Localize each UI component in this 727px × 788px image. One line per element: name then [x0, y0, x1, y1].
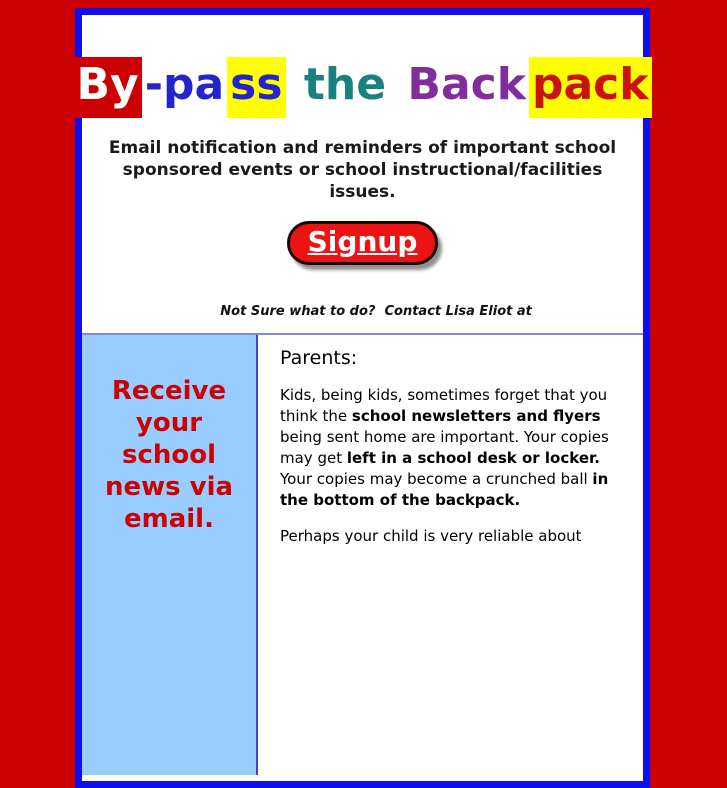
text-segment: Your copies may become a crunched ball	[280, 470, 593, 488]
main-content	[258, 335, 643, 775]
contact-text: Not Sure what to do? Contact Lisa Eliot at	[220, 304, 532, 319]
text-segment: pack	[529, 57, 652, 118]
parents-heading: Parents:	[280, 347, 358, 369]
text-segment: the	[288, 59, 402, 110]
text-segment: being sent home are important. Your copies may get	[280, 428, 609, 467]
text-segment: left in a school desk or locker.	[346, 449, 600, 467]
signup-row	[82, 221, 643, 265]
text-segment: in the bottom of the backpack.	[280, 470, 609, 509]
site-logo	[76, 15, 649, 118]
signup-button[interactable]: Signup	[287, 221, 439, 265]
tagline-text: Email notification and reminders of important school sponsored events or school instructional/facilities issues.	[108, 138, 617, 202]
text-segment: By	[74, 57, 142, 118]
text-segment: -pa	[144, 59, 225, 110]
sidebar-headline: Receive your school news via email.	[104, 376, 234, 534]
header-section	[76, 15, 649, 333]
sidebar-promo	[82, 335, 258, 775]
intro-paragraph	[280, 385, 636, 511]
text-segment: Back	[407, 59, 526, 110]
content-frame	[75, 8, 650, 788]
text-segment: school newsletters and flyers	[351, 407, 601, 425]
body-section	[82, 335, 643, 775]
text-segment: ss	[227, 57, 285, 118]
text-segment: Kids, being kids, sometimes forget that you think the	[280, 386, 608, 425]
second-paragraph: Perhaps your child is very reliable about	[280, 527, 582, 545]
